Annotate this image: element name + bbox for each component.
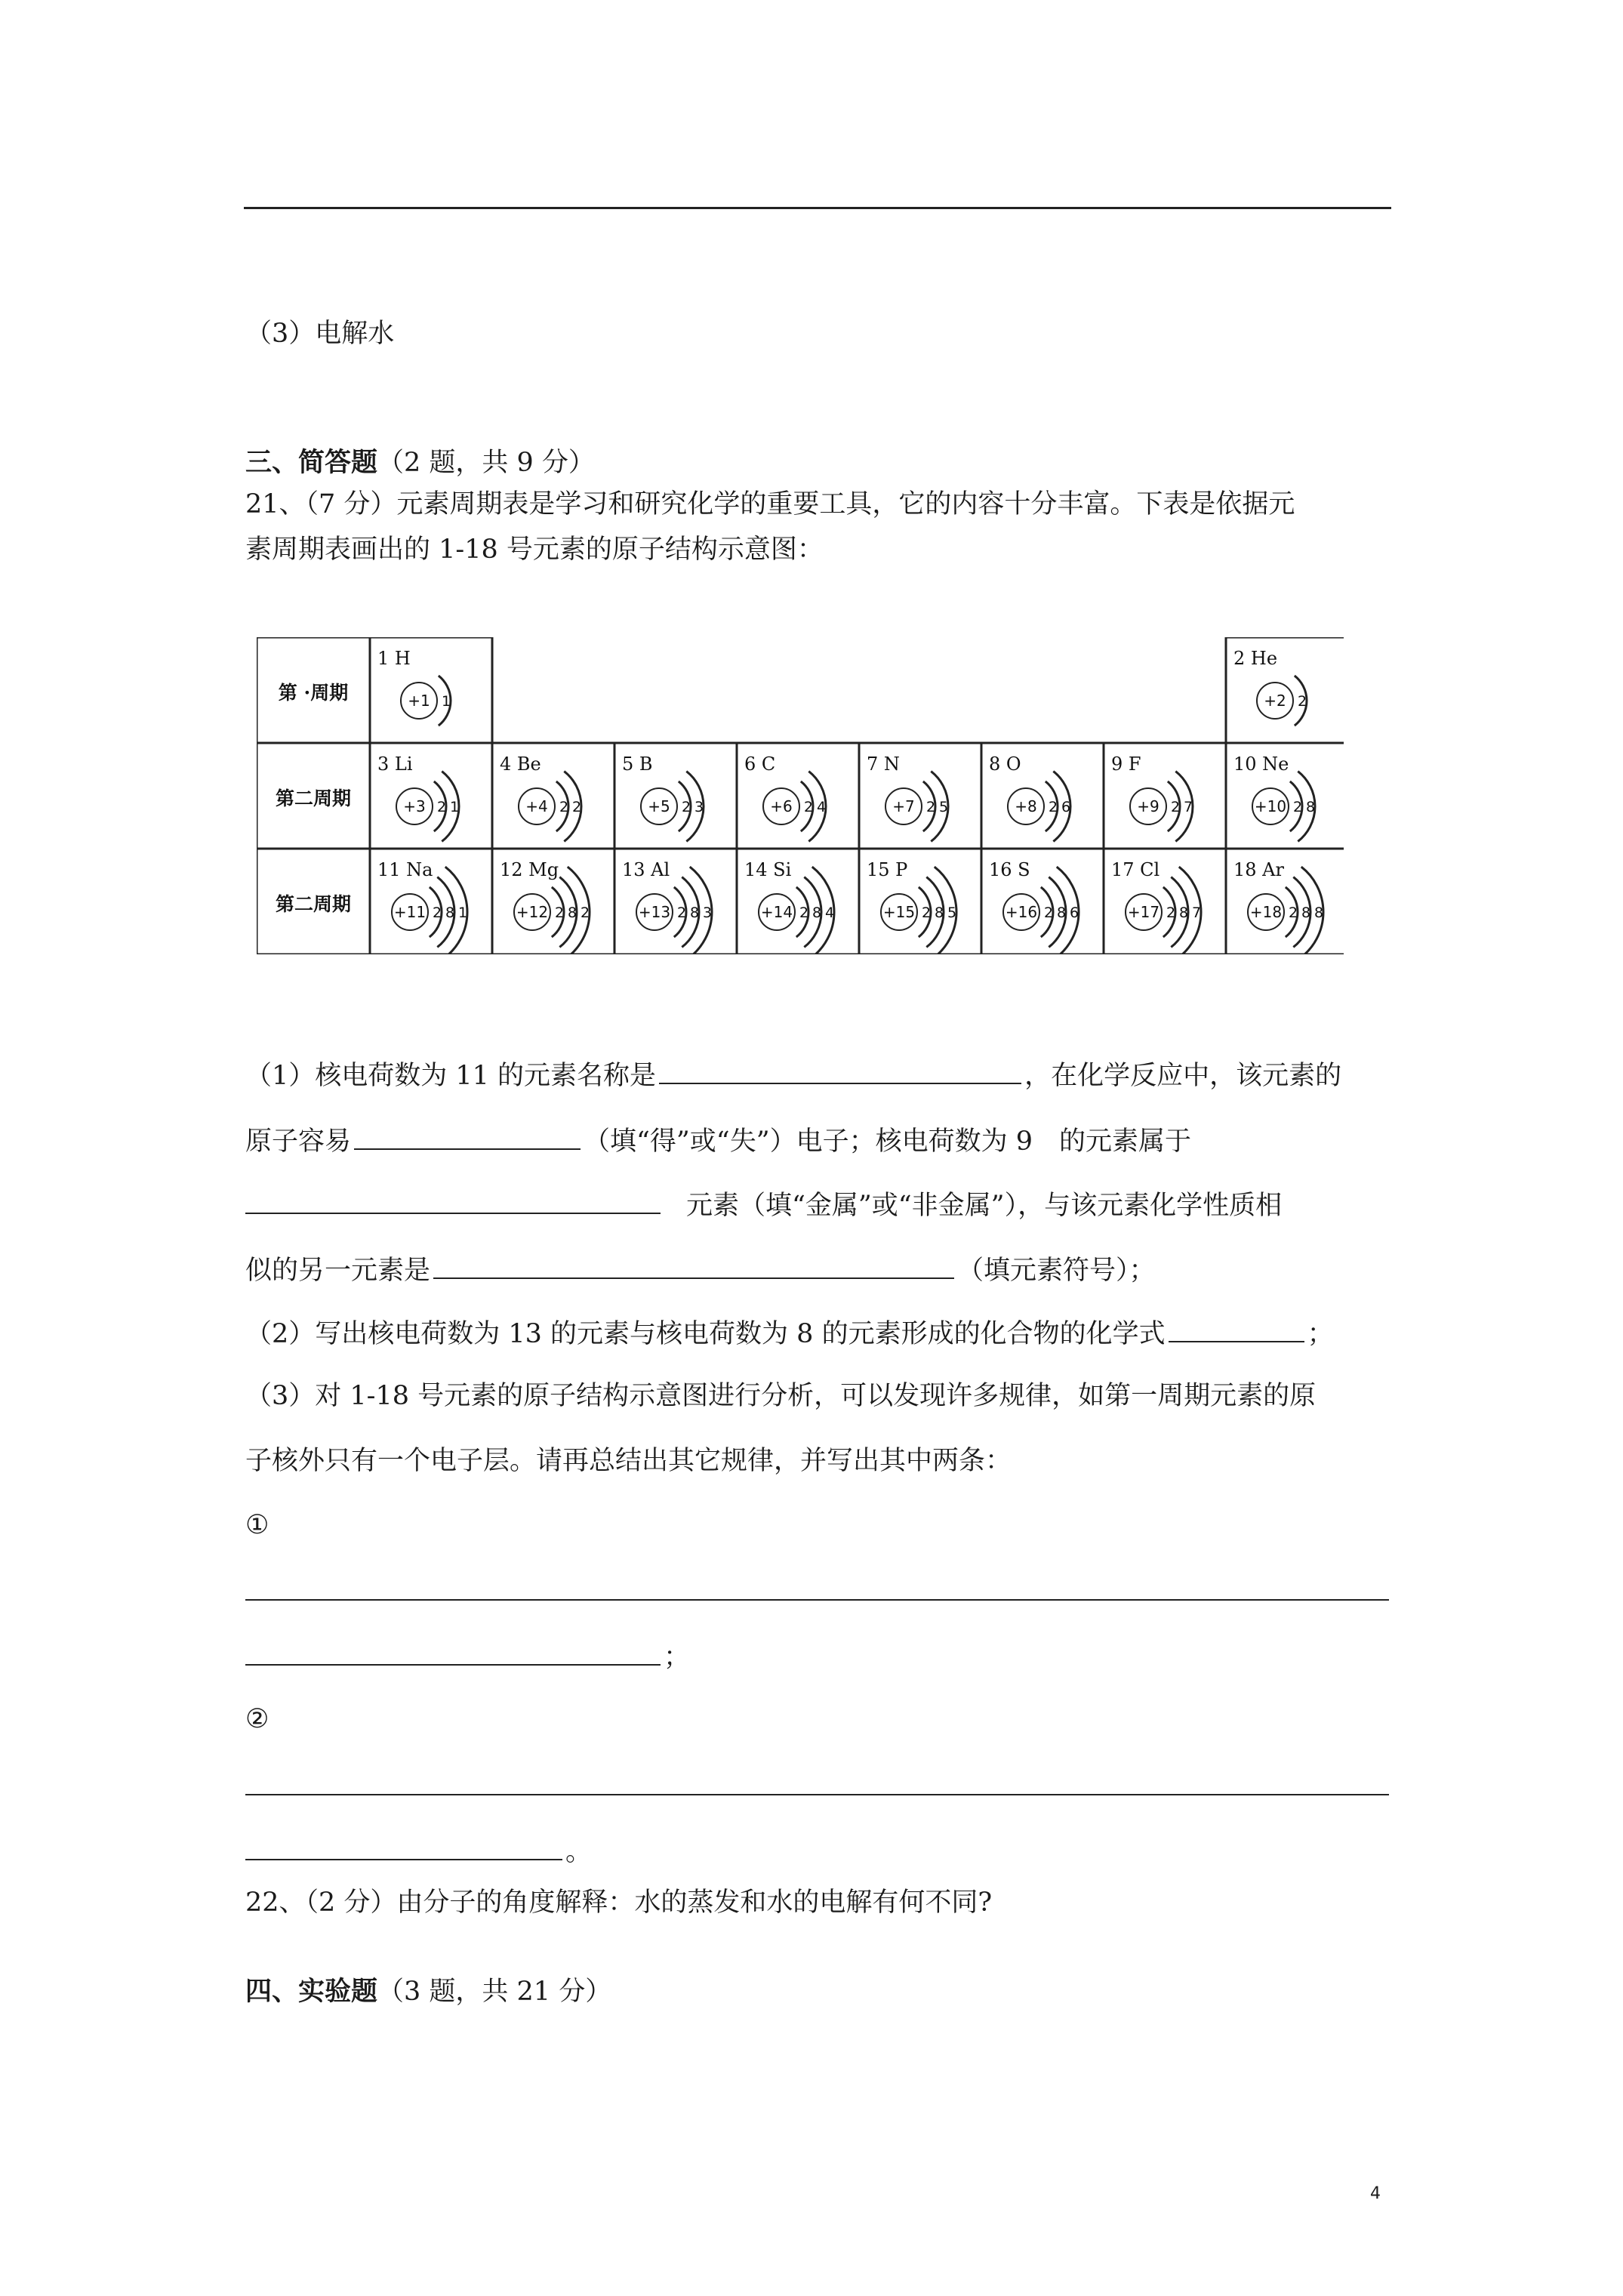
element-p2-6-shell-count: 2 — [803, 799, 814, 815]
element-p3-11-nucleus: +11 — [393, 903, 427, 921]
q22: 22、（2 分）由分子的角度解释：水的蒸发和水的电解有何不同? — [245, 1888, 993, 1918]
element-p2-8-shell-count: 6 — [1061, 799, 1071, 815]
element-p3-15-shell-count: 8 — [934, 905, 944, 921]
q21-part3-line1: （3）对 1-18 号元素的原子结构示意图进行分析，可以发现许多规律，如第一周期元素的原 — [245, 1381, 1317, 1411]
element-p3-11-shell-count: 2 — [432, 905, 442, 921]
periodic-table-figure — [257, 637, 1344, 954]
element-he-nucleus: +2 — [1264, 692, 1286, 710]
q21-part3-line2: 子核外只有一个电子层。请再总结出其它规律，并写出其中两条： — [245, 1446, 1012, 1476]
q21-p2-end: ； — [1307, 1319, 1334, 1349]
element-p2-6-nucleus: +6 — [770, 797, 793, 815]
element-p2-10-shell-count: 8 — [1305, 799, 1316, 815]
section-3-meta: （2 题，共 9 分） — [377, 448, 595, 478]
q21-p1e: 元素（填“金属”或“非金属”），与该元素化学性质相 — [686, 1191, 1283, 1221]
element-p2-9-label: 9 F — [1111, 754, 1141, 775]
element-p3-11-label: 11 Na — [377, 859, 433, 880]
element-p3-17-nucleus: +17 — [1127, 903, 1160, 921]
element-p2-5-shell-count: 3 — [694, 799, 704, 815]
element-p3-18-shell-count: 8 — [1313, 905, 1324, 921]
element-p3-17-shell-count: 8 — [1178, 905, 1189, 921]
q21-p1b: ，在化学反应中，该元素的 — [1024, 1061, 1342, 1091]
section-3-heading — [245, 446, 595, 479]
element-p3-11-shell-count: 1 — [457, 905, 468, 921]
element-h-shell-count: 1 — [441, 693, 451, 710]
q21-intro-line-2: 素周期表画出的 1-18 号元素的原子结构示意图： — [245, 535, 824, 565]
q21-part2 — [245, 1315, 1334, 1351]
element-p3-16-shell-count: 2 — [1043, 905, 1054, 921]
row-label: 第二周期 — [275, 893, 352, 915]
answer-2-line[interactable] — [245, 1794, 1389, 1795]
element-p2-4-shell-count: 2 — [559, 799, 569, 815]
item-3-electrolysis: （3）电解水 — [245, 319, 395, 349]
element-p2-3-nucleus: +3 — [403, 797, 426, 815]
blank-similar-element[interactable] — [433, 1252, 954, 1279]
element-p2-7-shell-count: 5 — [938, 799, 949, 815]
element-p3-16-label: 16 S — [989, 859, 1030, 880]
element-he-shell-count: 2 — [1297, 693, 1307, 710]
element-p3-13-label: 13 Al — [622, 859, 670, 880]
q21-part1-line2 — [245, 1123, 1191, 1158]
element-p3-11-shell-count: 8 — [445, 905, 455, 921]
answer-mark-1: ① — [245, 1510, 269, 1540]
element-p3-13-shell-count: 3 — [702, 905, 713, 921]
q21-part1-line3 — [245, 1187, 1282, 1222]
q21-p1f: 似的另一元素是 — [245, 1256, 431, 1286]
element-p3-13-nucleus: +13 — [638, 903, 671, 921]
row-label: 第二周期 — [275, 787, 352, 809]
element-p2-8-shell-count: 2 — [1048, 799, 1058, 815]
blank-metal-nonmetal[interactable] — [245, 1187, 661, 1214]
section-4-heading — [245, 1975, 611, 2008]
periodic-table-svg — [257, 637, 1344, 954]
element-p2-9-shell-count: 2 — [1170, 799, 1181, 815]
element-p2-10-nucleus: +10 — [1254, 797, 1287, 815]
section-3-title: 三、简答题 — [245, 447, 378, 478]
element-p2-7-shell-count: 2 — [925, 799, 936, 815]
element-p3-15-shell-count: 5 — [947, 905, 957, 921]
element-p2-6-shell-count: 4 — [816, 799, 827, 815]
q21-p1d: （填“得”或“失”）电子；核电荷数为 9 的元素属于 — [584, 1126, 1191, 1157]
q21-p1c: 原子容易 — [245, 1126, 352, 1157]
element-p3-13-shell-count: 8 — [689, 905, 700, 921]
element-p3-12-nucleus: +12 — [516, 903, 549, 921]
element-p3-15-label: 15 P — [867, 859, 908, 880]
element-he-label: 2 He — [1233, 648, 1278, 669]
page-number: 4 — [1370, 2184, 1381, 2203]
element-p3-18-nucleus: +18 — [1249, 903, 1283, 921]
blank-element-name[interactable] — [659, 1057, 1021, 1084]
element-p3-15-nucleus: +15 — [882, 903, 916, 921]
element-p3-17-label: 17 Cl — [1111, 859, 1160, 880]
element-p3-14-nucleus: +14 — [760, 903, 793, 921]
element-p3-12-shell-count: 2 — [554, 905, 565, 921]
element-p2-4-shell-count: 2 — [571, 799, 582, 815]
element-p2-9-shell-count: 7 — [1183, 799, 1193, 815]
element-p3-12-shell-count: 8 — [567, 905, 577, 921]
element-p3-16-shell-count: 6 — [1069, 905, 1079, 921]
element-p3-18-shell-count: 8 — [1301, 905, 1311, 921]
element-p3-17-shell-count: 7 — [1191, 905, 1202, 921]
section-4-meta: （3 题，共 21 分） — [377, 1977, 612, 2007]
answer-1-blank[interactable] — [245, 1638, 661, 1666]
q21-part1-line1 — [245, 1057, 1341, 1093]
header-rule — [244, 207, 1391, 209]
answer-2-tail — [245, 1833, 592, 1869]
q21-p2: （2）写出核电荷数为 13 的元素与核电荷数为 8 的元素形成的化合物的化学式 — [245, 1319, 1166, 1349]
element-p2-5-nucleus: +5 — [648, 797, 670, 815]
element-p2-7-label: 7 N — [867, 754, 900, 775]
answer-2-end: 。 — [565, 1837, 593, 1867]
answer-1-line[interactable] — [245, 1599, 1389, 1601]
element-p2-3-shell-count: 2 — [436, 799, 447, 815]
q21-p1g: （填元素符号）； — [957, 1256, 1156, 1286]
section-4-title: 四、实验题 — [245, 1976, 378, 2007]
element-p2-5-label: 5 B — [622, 754, 653, 775]
element-p2-9-nucleus: +9 — [1137, 797, 1160, 815]
row-label: 第 ·周期 — [278, 682, 349, 704]
element-p3-17-shell-count: 2 — [1166, 905, 1176, 921]
element-p2-4-label: 4 Be — [500, 754, 541, 775]
element-p3-12-shell-count: 2 — [580, 905, 590, 921]
blank-formula[interactable] — [1169, 1315, 1304, 1342]
element-p2-3-shell-count: 1 — [449, 799, 460, 815]
answer-1-tail — [245, 1638, 690, 1674]
element-p2-7-nucleus: +7 — [892, 797, 915, 815]
element-p2-8-nucleus: +8 — [1015, 797, 1037, 815]
element-p2-3-label: 3 Li — [377, 754, 413, 775]
element-p3-14-label: 14 Si — [744, 859, 792, 880]
element-p3-14-shell-count: 2 — [799, 905, 809, 921]
element-p2-10-shell-count: 2 — [1292, 799, 1303, 815]
answer-1-end: ； — [664, 1642, 691, 1672]
element-h-nucleus: +1 — [408, 692, 430, 710]
element-p2-6-label: 6 C — [744, 754, 776, 775]
element-p3-16-nucleus: +16 — [1005, 903, 1038, 921]
answer-mark-2: ② — [245, 1704, 269, 1734]
q21-part1-line4 — [245, 1252, 1156, 1287]
element-p3-14-shell-count: 4 — [824, 905, 835, 921]
element-p3-12-label: 12 Mg — [500, 859, 559, 880]
element-p2-5-shell-count: 2 — [681, 799, 691, 815]
element-p3-18-label: 18 Ar — [1233, 859, 1284, 880]
q21-p1a: （1）核电荷数为 11 的元素名称是 — [245, 1061, 657, 1091]
element-p3-14-shell-count: 8 — [812, 905, 822, 921]
element-p2-8-label: 8 O — [989, 754, 1021, 775]
element-p3-16-shell-count: 8 — [1056, 905, 1067, 921]
element-p2-4-nucleus: +4 — [525, 797, 548, 815]
element-p2-10-label: 10 Ne — [1233, 754, 1289, 775]
answer-2-blank[interactable] — [245, 1833, 562, 1860]
element-p3-18-shell-count: 2 — [1288, 905, 1298, 921]
q21-intro-line-1: 21、（7 分）元素周期表是学习和研究化学的重要工具，它的内容十分丰富。下表是依据元 — [245, 489, 1295, 519]
element-p3-13-shell-count: 2 — [676, 905, 687, 921]
blank-gain-lose[interactable] — [354, 1123, 581, 1150]
element-p3-15-shell-count: 2 — [921, 905, 932, 921]
element-h-label: 1 H — [377, 648, 411, 669]
